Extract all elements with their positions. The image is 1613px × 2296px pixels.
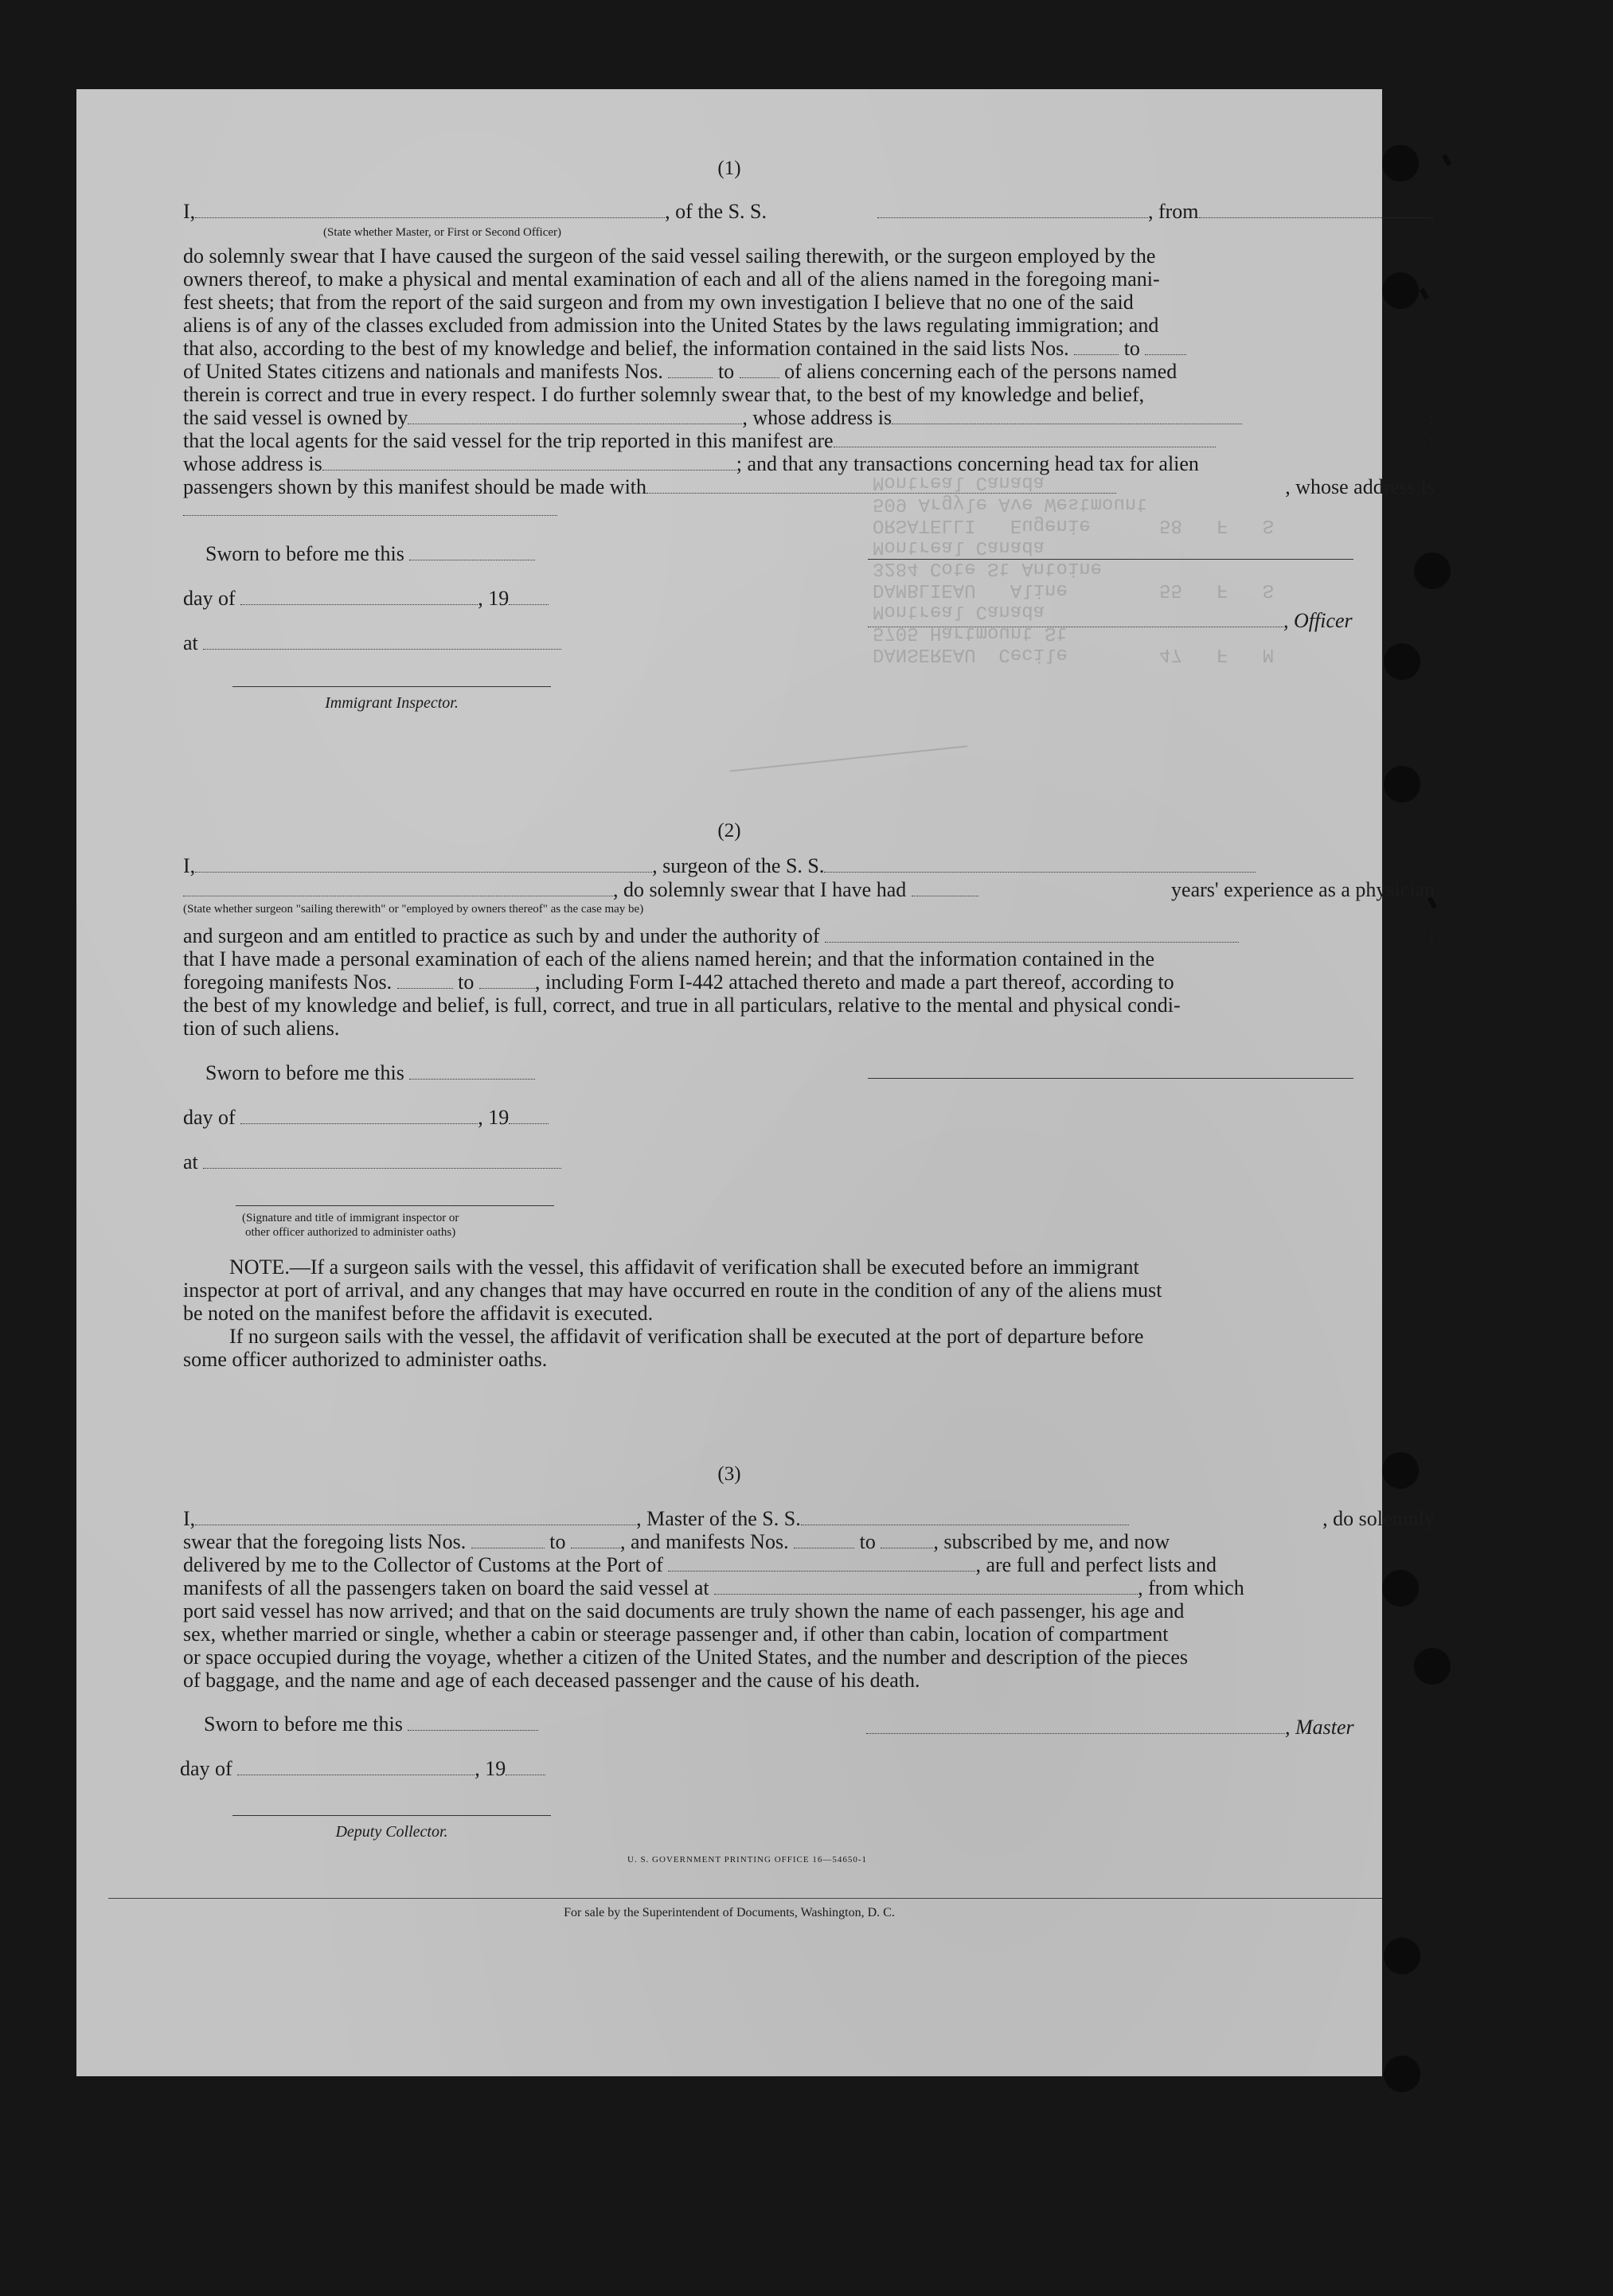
s3-line: delivered by me to the Collector of Customs at the Port of , are full and perfect lists and — [183, 1553, 1217, 1576]
officer-caption: (State whether Master, or First or Second Officer) — [323, 226, 562, 239]
note-line: inspector at port of arrival, and any changes that may have occurred en route in the condition of any of the aliens must — [183, 1279, 1162, 1302]
s1-inspector-signature-line — [232, 686, 551, 687]
s1-line: that also, according to the best of my knowledge and belief, the information contained in the said lists Nos. to — [183, 338, 1435, 360]
bleed-through-scrawl — [730, 745, 968, 771]
s1-line: of United States citizens and nationals and manifests Nos. to of aliens concerning each of the persons named — [183, 360, 1178, 383]
s3-line: port said vessel has now arrived; and that on the said documents are truly shown the name of each passenger, his age and — [183, 1599, 1185, 1622]
printing-office-imprint: U. S. GOVERNMENT PRINTING OFFICE 16—54650-1 — [627, 1855, 868, 1865]
s2-day-of: day of , 19 — [183, 1107, 661, 1129]
s2-line: and surgeon and am entitled to practice as such by and under the authority of ; — [183, 924, 1435, 947]
s3-collector-signature-line — [232, 1815, 551, 1816]
binder-hole — [1414, 553, 1451, 589]
s2-surgeon-signature-line — [868, 1078, 1353, 1079]
binder-hole — [1384, 1938, 1420, 1974]
s1-line: therein is correct and true in every respect. I do further solemnly swear that, to the best of my knowledge and belief, — [183, 383, 1145, 406]
section-3-line-1: I, , Master of the S. S. , do solemnly — [183, 1507, 1435, 1530]
footer-rule — [108, 1898, 1382, 1899]
binder-hole — [1382, 1452, 1419, 1489]
s1-line: the said vessel is owned by , whose address is ; — [183, 406, 1435, 429]
note-line: be noted on the manifest before the affidavit is executed. — [183, 1302, 654, 1325]
section-2-number: (2) — [717, 820, 741, 841]
binder-mark — [1442, 154, 1451, 166]
note-line: NOTE.—If a surgeon sails with the vessel, this affidavit of verification shall be executed before an immigrant — [229, 1255, 1139, 1279]
bleed-through-text: DANSEREAU Cecile 47 F M 5705 Hartmount St Montreal Canada DAMBLIEAU Aline 55 F S 3284 Cote St Antoine Montreal Canada ORSATELLI Eugenie 58 F S 509 Argyle Ave Westmount Montreal Canada — [873, 471, 1275, 665]
s1-at: at — [183, 632, 661, 654]
s2-line: foregoing manifests Nos. to , including Form I-442 attached thereto and made a part thereof, according to — [183, 970, 1174, 994]
s2-line: tion of such aliens. — [183, 1017, 340, 1040]
section-2-line-2: , do solemnly swear that I have had years' experience as a physician — [183, 879, 1435, 901]
s3-line: sex, whether married or single, whether a cabin or steerage passenger and, if other than cabin, location of compartment — [183, 1622, 1169, 1646]
s2-sig-caption-1: (Signature and title of immigrant inspector or — [242, 1212, 459, 1224]
s2-inspector-signature-line — [236, 1205, 554, 1206]
section-3-number: (3) — [717, 1463, 741, 1485]
section-2-line-1: I, , surgeon of the S. S. , — [183, 854, 1435, 877]
s1-line: passengers shown by this manifest should be made with , whose address is — [183, 475, 1435, 498]
section-1-number: (1) — [717, 158, 741, 179]
note-line: If no surgeon sails with the vessel, the affidavit of verification shall be executed at the port of departure before — [229, 1325, 1144, 1348]
s1-line: whose address is ; and that any transactions concerning head tax for alien — [183, 452, 1199, 475]
s1-line: do solemnly swear that I have caused the surgeon of the said vessel sailing therewith, or the surgeon employed by the — [183, 244, 1156, 267]
binder-hole — [1382, 145, 1419, 182]
s3-line: or space occupied during the voyage, whether a citizen of the United States, and the number and description of the pieces — [183, 1646, 1189, 1669]
binder-hole — [1384, 2056, 1420, 2092]
section-1-line-1: I, , of the S. S. , from , — [183, 200, 1435, 223]
s3-deputy-caption: Deputy Collector. — [335, 1823, 448, 1841]
s1-day-of: day of , 19 — [183, 588, 661, 610]
s1-line: fest sheets; that from the report of the said surgeon and from my own investigation I believe that no one of the said — [183, 291, 1134, 314]
surgeon-caption: (State whether surgeon "sailing therewith" or "employed by owners thereof" as the case may be) — [183, 903, 644, 916]
s1-line: owners thereof, to make a physical and mental examination of each and all of the aliens named in the foregoing mani- — [183, 267, 1160, 291]
form-page — [76, 89, 1435, 2076]
s1-inspector-caption: Immigrant Inspector. — [325, 694, 459, 712]
s3-line: swear that the foregoing lists Nos. to , and manifests Nos. to , subscribed by me, and now — [183, 1530, 1170, 1553]
s3-line: of baggage, and the name and age of each deceased passenger and the cause of his death. — [183, 1669, 920, 1692]
s2-sig-caption-2: other officer authorized to administer oaths) — [245, 1226, 456, 1239]
s1-line: aliens is of any of the classes excluded from admission into the United States by the laws regulating immigration; and — [183, 314, 1159, 337]
s1-officer-line: , Officer — [868, 610, 1393, 632]
binder-hole — [1384, 766, 1420, 802]
binder-hole — [1384, 643, 1420, 680]
note-line: some officer authorized to administer oaths. — [183, 1348, 548, 1371]
s2-line: the best of my knowledge and belief, is full, correct, and true in all particulars, relative to the mental and physical condi- — [183, 994, 1181, 1017]
s1-sworn: Sworn to before me this — [205, 543, 683, 565]
s1-officer-signature-line — [868, 559, 1353, 560]
s1-blank-line — [183, 498, 1435, 521]
s1-line: that the local agents for the said vessel for the trip reported in this manifest are ; — [183, 429, 1435, 452]
s2-line: that I have made a personal examination of each of the aliens named herein; and that the information contained in the — [183, 947, 1155, 970]
s3-line: manifests of all the passengers taken on board the said vessel at , from which — [183, 1576, 1244, 1599]
s2-at: at — [183, 1151, 661, 1173]
s3-master-line: , Master — [866, 1716, 1408, 1739]
s3-day-of: day of , 19 — [180, 1758, 658, 1780]
for-sale-notice: For sale by the Superintendent of Documents, Washington, D. C. — [564, 1906, 895, 1919]
s2-sworn: Sworn to before me this — [205, 1062, 683, 1084]
s3-sworn: Sworn to before me this — [204, 1713, 682, 1736]
